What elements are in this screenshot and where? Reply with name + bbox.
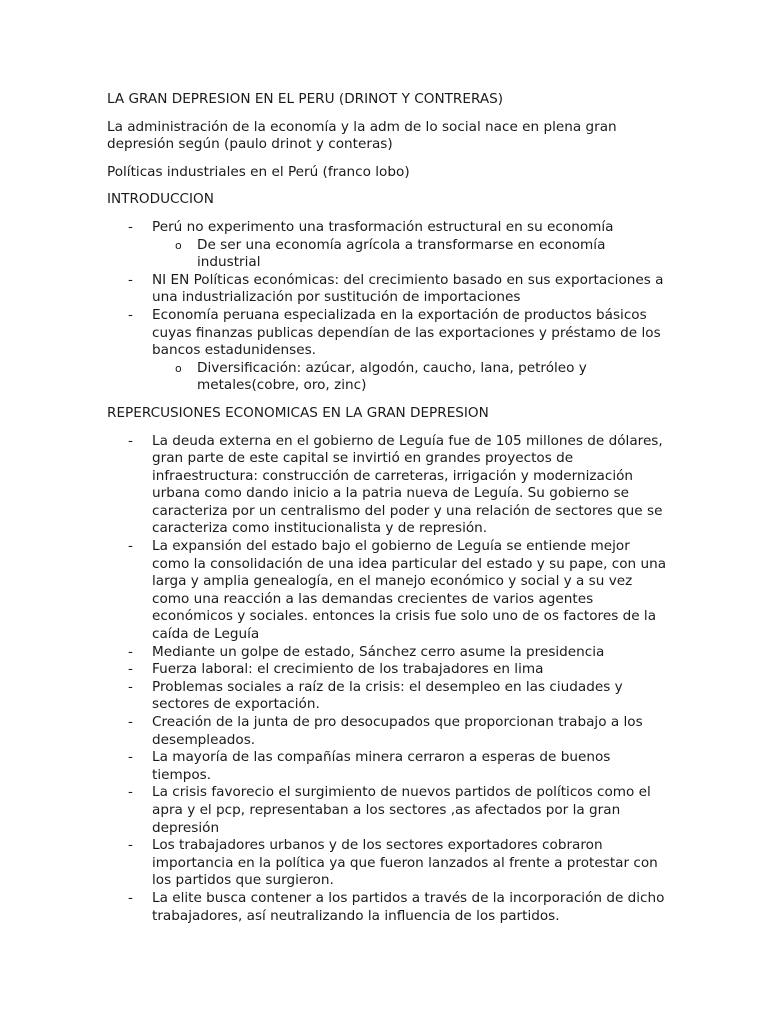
list-item-text: La expansión del estado bajo el gobierno de Leguía se entiende mejor como la consolidación de una idea particular del estado y su pape, con una larga y amplia genealogía, en el manejo económico y social y a su vez como una reacción a las demandas crecientes de varios agentes económicos y sociales. entonces la crisis fue solo uno de os factores de la caída de Leguía xyxy=(152,538,667,643)
dash-bullet: - xyxy=(128,784,133,801)
list-item xyxy=(107,784,667,837)
list-item-text: Problemas sociales a raíz de la crisis: el desempleo en las ciudades y sectores de exportación. xyxy=(152,678,623,713)
dash-bullet: - xyxy=(128,538,133,555)
industrial-policies-line: Políticas industriales en el Perú (franco lobo) xyxy=(107,163,410,180)
dash-bullet: - xyxy=(128,432,133,449)
sub-list xyxy=(152,237,667,272)
dash-bullet: - xyxy=(128,661,133,678)
list-item xyxy=(107,644,667,662)
list-item xyxy=(107,837,667,890)
list-item xyxy=(107,272,667,307)
list-item xyxy=(107,433,667,539)
sub-list-item-text: De ser una economía agrícola a transformarse en economía industrial xyxy=(197,236,606,271)
list-item-text: Creación de la junta de pro desocupados que proporcionan trabajo a los desempleados. xyxy=(152,714,643,748)
list-item xyxy=(107,661,667,679)
list-item xyxy=(107,890,667,925)
intro-list xyxy=(107,219,667,395)
circle-bullet: o xyxy=(175,238,182,252)
sub-list-item xyxy=(152,237,667,272)
list-item-text: Los trabajadores urbanos y de los sectores exportadores cobraron importancia en la política ya que fueron lanzados al frente a protestar con los partidos que surgieron. xyxy=(152,837,658,889)
list-item-text: La elite busca contener a los partidos a través de la incorporación de dicho trabajadores, así neutralizando la influencia de los partidos. xyxy=(152,889,665,924)
list-item xyxy=(107,538,667,644)
circle-bullet: o xyxy=(175,361,182,375)
list-item-text: NI EN Políticas económicas: del crecimiento basado en sus exportaciones a una industrialización por sustitución de importaciones xyxy=(152,271,664,306)
dash-bullet: - xyxy=(128,643,133,660)
sub-list xyxy=(152,360,667,395)
list-item-text: La deuda externa en el gobierno de Leguía fue de 105 millones de dólares, gran parte de este capital se invirtió en grandes proyectos de infraestructura: construcción de carreteras, irrigación y modernización urbana como dando inicio a la patria nueva de Leguía. Su gobierno se caracteriza por un centralismo del poder y una relación de sectores que se caracteriza como institucionalista y de represión. xyxy=(152,432,663,537)
dash-bullet: - xyxy=(128,678,133,695)
dash-bullet: - xyxy=(128,306,133,323)
dash-bullet: - xyxy=(128,749,133,766)
list-item-text: Mediante un golpe de estado, Sánchez cerro asume la presidencia xyxy=(152,643,605,660)
dash-bullet: - xyxy=(128,837,133,854)
document-title: LA GRAN DEPRESION EN EL PERU (DRINOT Y CONTRERAS) xyxy=(107,91,504,107)
document-page xyxy=(107,91,667,935)
sub-list-item xyxy=(152,360,667,395)
dash-bullet: - xyxy=(128,218,133,235)
list-item-text: La crisis favorecio el surgimiento de nuevos partidos de políticos como el apra y el pcp, representaban a los sectores ,as afectados por la gran depresión xyxy=(152,784,651,836)
repercussions-list xyxy=(107,433,667,926)
sub-list-item-text: Diversificación: azúcar, algodón, caucho, lana, petróleo y metales(cobre, oro, zinc) xyxy=(197,359,587,394)
intro-paragraph: La administración de la economía y la adm de lo social nace en plena gran depresión según (paulo drinot y conteras) xyxy=(107,118,617,153)
list-item xyxy=(107,307,667,395)
list-item xyxy=(107,679,667,714)
section-heading-repercusiones: REPERCUSIONES ECONOMICAS EN LA GRAN DEPRESION xyxy=(107,404,489,421)
dash-bullet: - xyxy=(128,714,133,730)
section-heading-introduccion: INTRODUCCION xyxy=(107,191,214,208)
dash-bullet: - xyxy=(128,271,133,288)
list-item-text: Economía peruana especializada en la exportación de productos básicos cuyas finanzas publicas dependían de las exportaciones y préstamo de los bancos estadunidenses. xyxy=(152,306,661,359)
dash-bullet: - xyxy=(128,889,133,906)
list-item xyxy=(107,749,667,784)
list-item xyxy=(107,219,667,272)
list-item xyxy=(107,714,667,749)
list-item-text: La mayoría de las compañías minera cerraron a esperas de buenos tiempos. xyxy=(152,749,611,783)
list-item-text: Perú no experimento una trasformación estructural en su economía xyxy=(152,218,614,235)
list-item-text: Fuerza laboral: el crecimiento de los trabajadores en lima xyxy=(152,661,544,678)
